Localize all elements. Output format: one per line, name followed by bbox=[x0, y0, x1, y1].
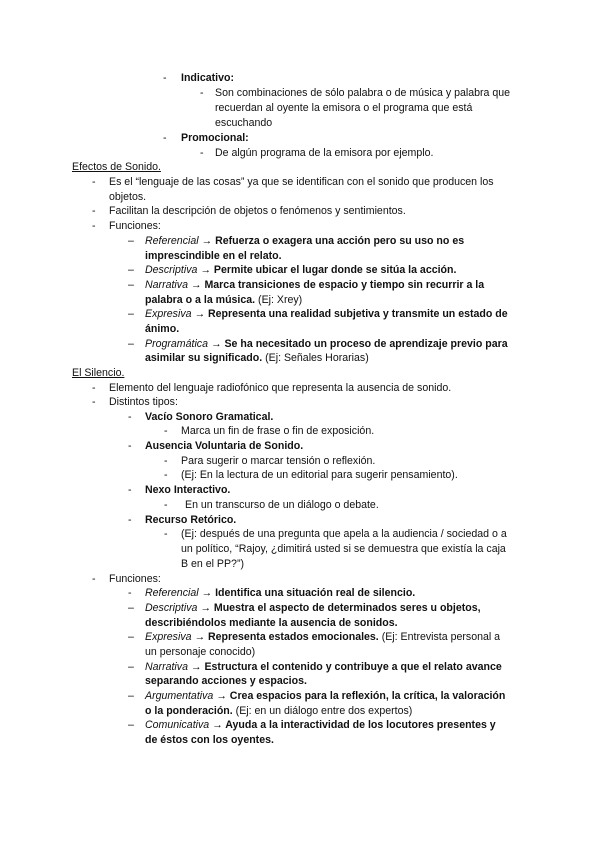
bullet-dash: - bbox=[92, 573, 96, 585]
bullet-dash: - bbox=[128, 514, 132, 526]
bullet-dash: - bbox=[128, 440, 132, 452]
funcion-name: Narrativa → bbox=[145, 279, 202, 291]
bullet-dash: - bbox=[163, 132, 167, 144]
efectos-item: Facilitan la descripción de objetos o fenómenos y sentimientos. bbox=[109, 205, 406, 217]
bullet-dash: - bbox=[92, 205, 96, 217]
tipo-recurso-retorico: Recurso Retórico. bbox=[145, 514, 237, 526]
funcion-name: Expresiva → bbox=[145, 631, 206, 643]
efectos-funcion-expresiva bbox=[145, 307, 508, 322]
funcion-text: ánimo. bbox=[145, 323, 180, 335]
silencio-tipos-label: Distintos tipos: bbox=[109, 396, 178, 408]
efectos-item: objetos. bbox=[109, 191, 147, 203]
efectos-funcion-narrativa bbox=[145, 278, 484, 293]
tipo-vacio-sonoro: Vacío Sonoro Gramatical. bbox=[145, 411, 274, 423]
bullet-dash: – bbox=[128, 690, 134, 702]
funcion-text: imprescindible en el relato. bbox=[145, 250, 282, 262]
indicativo-desc: escuchando bbox=[215, 117, 273, 129]
funcion-text: Estructura el contenido y contribuye a que el relato avance bbox=[201, 661, 502, 673]
bullet-dash: – bbox=[128, 661, 134, 673]
funcion-text: Muestra el aspecto de determinados seres u objetos, bbox=[210, 602, 481, 614]
section-heading-silencio: El Silencio. bbox=[72, 367, 125, 379]
silencio-funcion-referencial bbox=[145, 586, 415, 601]
promocional-desc: De algún programa de la emisora por ejemplo. bbox=[215, 147, 434, 159]
funcion-text: Ayuda a la interactividad de los locutores presentes y bbox=[222, 719, 496, 731]
silencio-funcion-argumentativa bbox=[145, 689, 505, 704]
tipo-sub: (Ej: En la lectura de un editorial para sugerir pensamiento). bbox=[181, 469, 458, 481]
funcion-line bbox=[145, 704, 412, 719]
efectos-funcion-programatica bbox=[145, 337, 508, 352]
funcion-text: palabra o a la música. bbox=[145, 294, 256, 306]
funcion-text: de éstos con los oyentes. bbox=[145, 734, 274, 746]
bullet-dash: – bbox=[128, 235, 134, 247]
tipo-sub: un político, “Rajoy, ¿dimitirá usted si se demuestra que existía la caja bbox=[181, 543, 506, 555]
funcion-text: Refuerza o exagera una acción pero su uso no es bbox=[212, 235, 465, 247]
bullet-dash: - bbox=[128, 587, 132, 599]
indicativo-desc: recuerdan al oyente la emisora o el programa que está bbox=[215, 102, 473, 114]
funcion-name: Programática → bbox=[145, 338, 222, 350]
tipo-sub: En un transcurso de un diálogo o debate. bbox=[185, 499, 379, 511]
funcion-note: un personaje conocido) bbox=[145, 646, 256, 658]
tipo-sub: Para sugerir o marcar tensión o reflexión. bbox=[181, 455, 376, 467]
bullet-dash: - bbox=[200, 87, 204, 99]
funcion-text: asimilar su significado. bbox=[145, 352, 263, 364]
funcion-note: (Ej: Xrey) bbox=[255, 294, 303, 306]
silencio-item: Elemento del lenguaje radiofónico que representa la ausencia de sonido. bbox=[109, 382, 452, 394]
bullet-dash: - bbox=[164, 469, 168, 481]
tipo-ausencia-voluntaria: Ausencia Voluntaria de Sonido. bbox=[145, 440, 304, 452]
promocional-label: Promocional: bbox=[181, 132, 249, 144]
funcion-name: Narrativa → bbox=[145, 661, 202, 673]
funcion-name: Argumentativa → bbox=[145, 690, 227, 702]
silencio-funciones-label: Funciones: bbox=[109, 573, 161, 585]
funcion-text: separando acciones y espacios. bbox=[145, 675, 307, 687]
bullet-dash: - bbox=[200, 147, 204, 159]
funcion-text: Crea espacios para la reflexión, la crítica, la valoración bbox=[226, 690, 506, 702]
bullet-dash: - bbox=[164, 425, 168, 437]
bullet-dash: - bbox=[92, 220, 96, 232]
efectos-item: Es el “lenguaje de las cosas” ya que se identifican con el sonido que producen los bbox=[109, 176, 494, 188]
bullet-dash: - bbox=[163, 72, 167, 84]
funcion-note: (Ej: Entrevista personal a bbox=[378, 631, 501, 643]
bullet-dash: - bbox=[164, 528, 168, 540]
bullet-dash: – bbox=[128, 602, 134, 614]
funcion-note: (Ej: en un diálogo entre dos expertos) bbox=[232, 705, 413, 717]
funcion-note: (Ej: Señales Horarias) bbox=[262, 352, 369, 364]
funcion-name: Referencial → bbox=[145, 235, 213, 247]
funcion-text: describiéndolos mediante la ausencia de sonidos. bbox=[145, 617, 398, 629]
funcion-line bbox=[145, 351, 369, 366]
section-heading-efectos: Efectos de Sonido. bbox=[72, 161, 161, 173]
funcion-text: Representa estados emocionales. bbox=[205, 631, 379, 643]
bullet-dash: – bbox=[128, 719, 134, 731]
funcion-name: Descriptiva → bbox=[145, 264, 211, 276]
bullet-dash: – bbox=[128, 338, 134, 350]
silencio-funcion-narrativa bbox=[145, 660, 502, 675]
funcion-name: Referencial → bbox=[145, 587, 213, 599]
funcion-name: Descriptiva → bbox=[145, 602, 211, 614]
tipo-nexo-interactivo: Nexo Interactivo. bbox=[145, 484, 231, 496]
funcion-name: Expresiva → bbox=[145, 308, 206, 320]
efectos-funcion-referencial bbox=[145, 234, 464, 249]
efectos-funciones-label: Funciones: bbox=[109, 220, 161, 232]
indicativo-desc: Son combinaciones de sólo palabra o de música y palabra que bbox=[215, 87, 511, 99]
bullet-dash: – bbox=[128, 264, 134, 276]
funcion-text: o la ponderación. bbox=[145, 705, 233, 717]
tipo-sub: B en el PP?”) bbox=[181, 558, 245, 570]
funcion-text: Identifica una situación real de silencio. bbox=[212, 587, 416, 599]
funcion-text: Se ha necesitado un proceso de aprendizaje previo para bbox=[221, 338, 508, 350]
funcion-text: Marca transiciones de espacio y tiempo sin recurrir a la bbox=[201, 279, 485, 291]
silencio-funcion-comunicativa bbox=[145, 718, 496, 733]
bullet-dash: - bbox=[164, 499, 168, 511]
funcion-text: Permite ubicar el lugar donde se sitúa la acción. bbox=[210, 264, 457, 276]
indicativo-label: Indicativo: bbox=[181, 72, 234, 84]
funcion-text: Representa una realidad subjetiva y transmite un estado de bbox=[205, 308, 508, 320]
funcion-name: Comunicativa → bbox=[145, 719, 223, 731]
bullet-dash: - bbox=[92, 382, 96, 394]
bullet-dash: – bbox=[128, 279, 134, 291]
bullet-dash: - bbox=[128, 484, 132, 496]
bullet-dash: - bbox=[92, 396, 96, 408]
bullet-dash: – bbox=[128, 631, 134, 643]
bullet-dash: - bbox=[92, 176, 96, 188]
bullet-dash: – bbox=[128, 308, 134, 320]
silencio-funcion-expresiva bbox=[145, 630, 500, 645]
tipo-sub: Marca un fin de frase o fin de exposición. bbox=[181, 425, 375, 437]
silencio-funcion-descriptiva bbox=[145, 601, 481, 616]
tipo-sub: (Ej: después de una pregunta que apela a la audiencia / sociedad o a bbox=[181, 528, 507, 540]
bullet-dash: - bbox=[128, 411, 132, 423]
funcion-line bbox=[145, 293, 302, 308]
efectos-funcion-descriptiva bbox=[145, 263, 456, 278]
bullet-dash: - bbox=[164, 455, 168, 467]
